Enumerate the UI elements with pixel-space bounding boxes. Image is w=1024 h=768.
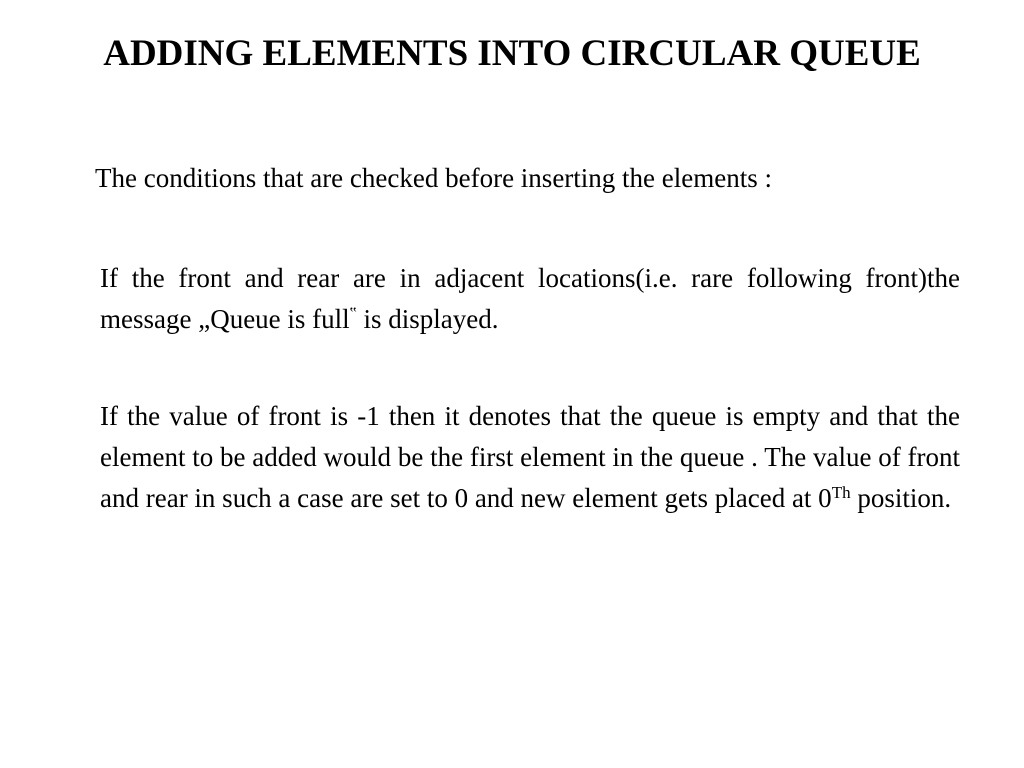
condition-empty-text-end: position. (850, 483, 952, 513)
condition-full-text-end: is displayed. (356, 304, 499, 334)
condition-empty-text: If the value of front is -1 then it denotes that the queue is empty and that the element to be added would be the first element in the queue . The value of front and rear in such a case are set to 0 and new element gets placed at 0 (100, 401, 960, 513)
slide-title: ADDING ELEMENTS INTO CIRCULAR QUEUE (103, 33, 921, 74)
condition-queue-empty (100, 396, 960, 519)
condition-queue-full (100, 258, 960, 340)
condition-full-text: If the front and rear are in adjacent locations(i.e. rare following front)the message „Queue is full (100, 263, 960, 334)
superscript-th: Th (831, 483, 851, 502)
closing-quote: ‟ (349, 305, 357, 322)
intro-text: The conditions that are checked before inserting the elements : (95, 163, 772, 193)
